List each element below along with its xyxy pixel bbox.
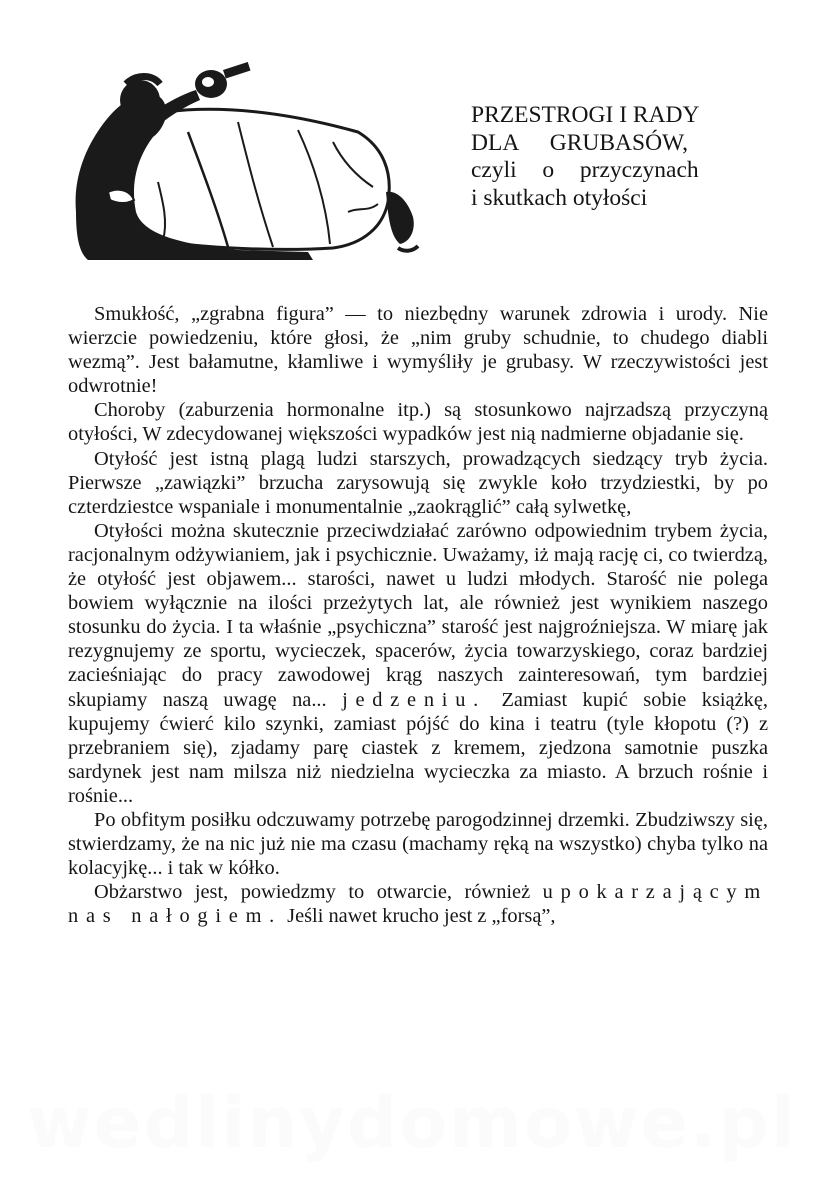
paragraph-4-text-b: Zamiast kupić sobie książkę, kupujemy ćwierć kilo szynki, zamiast pójść do kina i teatru (tyle kłopotu (?) z przebraniem się), zjadamy parę ciastek z kremem, zjedzona samotnie puszka sardynek jest nam milsza niż niedzielna wycieczka za miasto. A brzuch rośnie i rośnie...	[68, 688, 768, 807]
paragraph-6-text-b: Jeśli nawet krucho jest z „forsą”,	[287, 905, 556, 928]
watermark: wedlinydomowe.pl	[27, 1082, 797, 1164]
spaced-emphasis-jedzeniu: jedzeniu.	[342, 688, 486, 711]
figure-foot	[386, 192, 414, 244]
title-line-4: i skutkach otyłości	[471, 184, 648, 211]
reclining-man-drinking-illustration	[68, 62, 424, 262]
figure-head	[120, 80, 160, 120]
spaced-emphasis-nalogiem: upokarzającym nas nałogiem.	[68, 881, 768, 928]
title-line-1: PRZESTROGI I RADY	[471, 102, 700, 128]
paragraph-6	[68, 880, 768, 928]
paragraph-2: Choroby (zaburzenia hormonalne itp.) są stosunkowo najrzadszą przyczyną otyłości, W zdecydowanej większości wypadków jest nią nadmierne objadanie się.	[68, 399, 768, 446]
title-line-2: DLA GRUBASÓW,	[471, 129, 688, 156]
paragraph-4-text-a: Otyłości można skutecznie przeciwdziałać zarówno odpowiednim trybem życia, racjonalnym odżywianiem, jak i psychicznie. Uważamy, iż mają rację ci, co twierdzą, że otyłość jest objawem... starości, nawet u ludzi młodych. Starość nie polega bowiem wyłącznie na ilości przeżytych lat, ale również jest wynikiem naszego stosunku do życia. I ta właśnie „psychiczna” starość jest najgroźniejsza. W miarę jak rezygnujemy ze sportu, wycieczek, spacerów, życia towarzyskiego, coraz bardziej zacieśniając do pracy zawodowej krąg naszych zainteresowań, tym bardziej skupiamy naszą uwagę na...	[68, 519, 768, 711]
paragraph-3: Otyłość jest istną plagą ludzi starszych, prowadzących siedzący tryb życia. Pierwsze „zawiązki” brzucha zarysowują się zwykle koło trzydziestki, by po czterdziestce wspaniale i monumentalnie „zaokrąglić” całą sylwetkę,	[68, 447, 768, 518]
paragraph-1: Smukłość, „zgrabna figura” — to niezbędny warunek zdrowia i urody. Nie wierzcie powiedzeniu, które głosi, że „nim gruby schudnie, to chudego diabli wezmą”. Jest bałamutne, kłamliwe i wymyśliły je grubasy. W rzeczywistości jest odwrotnie!	[68, 303, 768, 398]
article-title	[471, 102, 771, 212]
article-body	[68, 302, 768, 928]
paragraph-6-text-a: Obżarstwo jest, powiedzmy to otwarcie, również	[94, 881, 531, 904]
title-line-3: czyli o przyczynach	[471, 157, 699, 183]
paragraph-4	[68, 519, 768, 808]
paragraph-5: Po obfitym posiłku odczuwamy potrzebę parogodzinnej drzemki. Zbudziwszy się, stwierdzamy, że na nic już nie ma czasu (machamy ręką na wszystko) chyba tylko na kolacyjkę... i tak w kółko.	[68, 808, 768, 880]
